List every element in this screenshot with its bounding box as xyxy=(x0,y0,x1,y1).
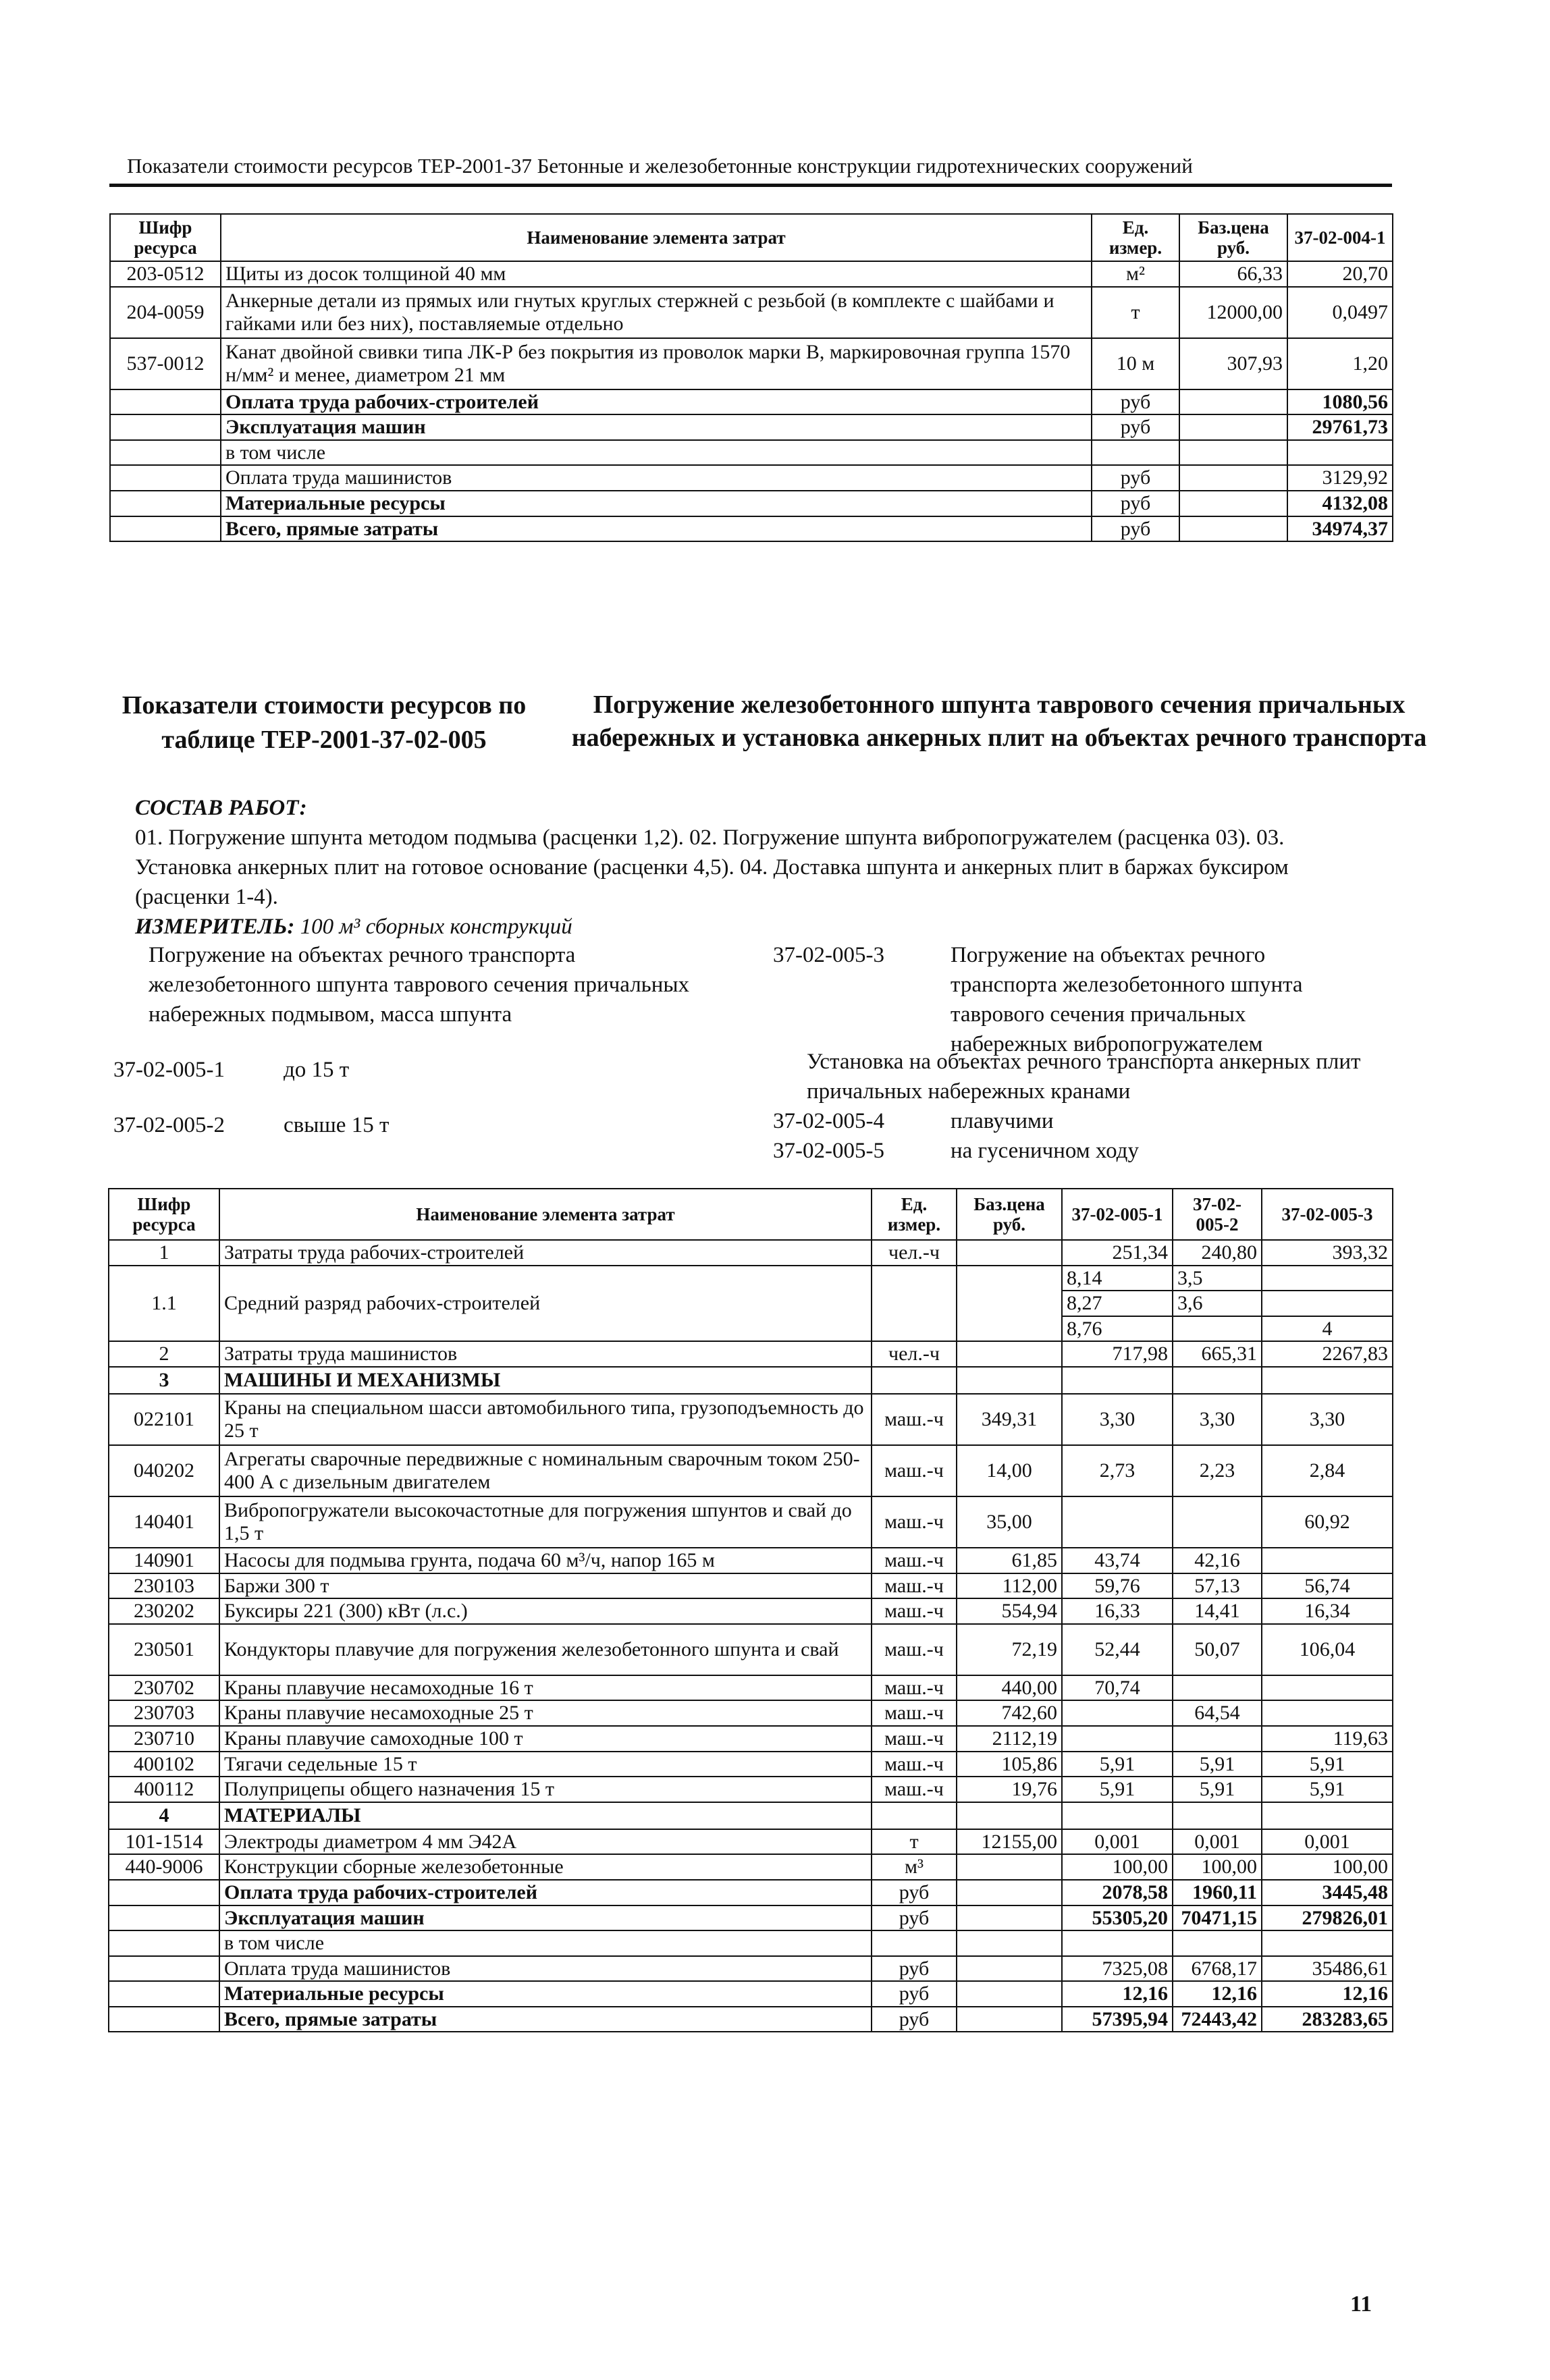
cell-name: Полуприцепы общего назначения 15 т xyxy=(219,1777,872,1802)
total-value: 55305,20 xyxy=(1062,1905,1173,1931)
total-value: 72443,42 xyxy=(1173,2007,1262,2032)
cell-unit: м³ xyxy=(872,1854,957,1880)
cell-code: 230710 xyxy=(109,1726,219,1752)
total-name: Всего, прямые затраты xyxy=(219,2007,872,2032)
table-row xyxy=(110,287,1393,338)
total-value: 12,16 xyxy=(1062,1981,1173,2007)
section-row xyxy=(109,1367,1393,1394)
cell-value: 0,001 xyxy=(1262,1829,1393,1855)
cell-value: 251,34 xyxy=(1062,1240,1173,1266)
cell-unit: т xyxy=(1092,287,1179,338)
cell-price: 12155,00 xyxy=(957,1829,1062,1855)
col-header-005-2: 37-02-005-2 xyxy=(1173,1189,1262,1240)
col-header-price: Баз.цена руб. xyxy=(957,1189,1062,1240)
cell-price: 105,86 xyxy=(957,1752,1062,1777)
table-row xyxy=(109,1394,1393,1445)
cell-code: 4 xyxy=(109,1802,219,1829)
cell-name: Вибропогружатели высокочастотные для погружения шпунтов и свай до 1,5 т xyxy=(219,1496,872,1548)
cell-value: 4 xyxy=(1262,1316,1393,1342)
works-text: 01. Погружение шпунта методом подмыва (расценки 1,2). 02. Погружение шпунта вибропогружателем (расценка 03). 03. Установка анкерных плит на готовое основание (расценки 4,5). 04. Доставка шпунта и анкерных плит в баржах буксиром (расценки 1-4). xyxy=(135,826,1289,909)
cell-unit: чел.-ч xyxy=(872,1341,957,1367)
total-value: 3445,48 xyxy=(1262,1880,1393,1905)
cell-unit: т xyxy=(872,1829,957,1855)
cell-value: 0,001 xyxy=(1062,1829,1173,1855)
col-header-005-1: 37-02-005-1 xyxy=(1062,1189,1173,1240)
cell-code: 101-1514 xyxy=(109,1829,219,1855)
cell-value xyxy=(1262,1548,1393,1573)
cell-value: 8,14 xyxy=(1062,1266,1173,1291)
cell-value: 3,30 xyxy=(1173,1394,1262,1445)
table-row xyxy=(109,1598,1393,1624)
table-row xyxy=(109,1496,1393,1548)
cell-unit: маш.-ч xyxy=(872,1726,957,1752)
total-name: Оплата труда рабочих-строителей xyxy=(219,1880,872,1905)
code-005-3: 37-02-005-3 xyxy=(773,943,884,967)
total-value: 57395,94 xyxy=(1062,2007,1173,2032)
cell-value: 2,73 xyxy=(1062,1445,1173,1496)
cell-value: 3,5 xyxy=(1173,1266,1262,1291)
section-right-title: Погружение железобетонного шпунта таврового сечения причальных набережных и установка анкерных плит на объектах речного транспорта xyxy=(571,691,1427,753)
meter-text: 100 м³ сборных конструкций xyxy=(300,915,572,939)
table-row xyxy=(109,1829,1393,1855)
cell-unit: м² xyxy=(1092,261,1179,287)
cell-unit: маш.-ч xyxy=(872,1573,957,1599)
cell-price: 742,60 xyxy=(957,1700,1062,1726)
cell-value: 3,30 xyxy=(1062,1394,1173,1445)
col-header-004-1: 37-02-004-1 xyxy=(1287,214,1393,261)
cell-code: 230703 xyxy=(109,1700,219,1726)
col-header-price: Баз.цена руб. xyxy=(1179,214,1287,261)
table-row xyxy=(109,1548,1393,1573)
totals-row xyxy=(110,414,1393,440)
cell-code: 537-0012 xyxy=(110,338,221,389)
cell-value: 5,91 xyxy=(1173,1752,1262,1777)
table-row xyxy=(110,338,1393,389)
cell-unit: 10 м xyxy=(1092,338,1179,389)
totals-row xyxy=(109,2007,1393,2032)
cell-value xyxy=(1173,1675,1262,1701)
cell-value xyxy=(1062,1700,1173,1726)
code-005-1: 37-02-005-1 xyxy=(113,1058,225,1082)
code-005-5-text: на гусеничном ходу xyxy=(951,1139,1139,1163)
total-unit: руб xyxy=(1092,516,1179,542)
col-header-unit: Ед. измер. xyxy=(872,1189,957,1240)
table-row xyxy=(110,261,1393,287)
total-name: Оплата труда рабочих-строителей xyxy=(221,389,1092,415)
cell-price: 2112,19 xyxy=(957,1726,1062,1752)
cell-value: 3,6 xyxy=(1173,1291,1262,1316)
cell-name: Насосы для подмыва грунта, подача 60 м³/ч, напор 165 м xyxy=(219,1548,872,1573)
cell-value: 8,76 xyxy=(1062,1316,1173,1342)
code-005-3-text: Погружение на объектах речного транспорта железобетонного шпунта таврового сечения причальных набережных вибропогружателем xyxy=(951,943,1303,1056)
cell-unit: чел.-ч xyxy=(872,1240,957,1266)
cell-value xyxy=(1173,1726,1262,1752)
total-unit: руб xyxy=(872,1905,957,1931)
total-name: Материальные ресурсы xyxy=(219,1981,872,2007)
total-value: 35486,61 xyxy=(1262,1956,1393,1982)
total-value: 1960,11 xyxy=(1173,1880,1262,1905)
resource-table-005 xyxy=(108,1188,1393,2032)
cell-code: 040202 xyxy=(109,1445,219,1496)
total-unit: руб xyxy=(1092,465,1179,491)
cell-price: 19,76 xyxy=(957,1777,1062,1802)
cell-value: 665,31 xyxy=(1173,1341,1262,1367)
cell-price: 440,00 xyxy=(957,1675,1062,1701)
total-value: 34974,37 xyxy=(1287,516,1393,542)
cell-unit: маш.-ч xyxy=(872,1598,957,1624)
cell-name: Краны плавучие несамоходные 16 т xyxy=(219,1675,872,1701)
cell-unit: маш.-ч xyxy=(872,1777,957,1802)
cell-unit: маш.-ч xyxy=(872,1752,957,1777)
cell-value: 717,98 xyxy=(1062,1341,1173,1367)
cell-name: Затраты труда машинистов xyxy=(219,1341,872,1367)
cell-value: 3,30 xyxy=(1262,1394,1393,1445)
cell-name: Конструкции сборные железобетонные xyxy=(219,1854,872,1880)
cell-value: 14,41 xyxy=(1173,1598,1262,1624)
cell-name: Анкерные детали из прямых или гнутых круглых стержней с резьбой (в комплекте с шайбами и гайками или без них), поставляемые отдельно xyxy=(221,287,1092,338)
cell-value: 2,84 xyxy=(1262,1445,1393,1496)
cell-value: 56,74 xyxy=(1262,1573,1393,1599)
total-value: 12,16 xyxy=(1173,1981,1262,2007)
table-row xyxy=(109,1854,1393,1880)
cell-value xyxy=(1262,1700,1393,1726)
left-description: Погружение на объектах речного транспорта железобетонного шпунта таврового сечения причальных набережных подмывом, масса шпунта xyxy=(149,943,690,1027)
totals-row xyxy=(109,1880,1393,1905)
table-header-row xyxy=(109,1189,1393,1240)
cell-value: 64,54 xyxy=(1173,1700,1262,1726)
table-header-row xyxy=(110,214,1393,261)
table-row xyxy=(109,1266,1393,1291)
total-value: 70471,15 xyxy=(1173,1905,1262,1931)
section-row xyxy=(109,1802,1393,1829)
total-unit: руб xyxy=(872,1956,957,1982)
cell-value: 20,70 xyxy=(1287,261,1393,287)
cell-value xyxy=(1062,1496,1173,1548)
table-row xyxy=(109,1341,1393,1367)
total-value: 7325,08 xyxy=(1062,1956,1173,1982)
col-header-code: Шифр ресурса xyxy=(110,214,221,261)
cell-value: 59,76 xyxy=(1062,1573,1173,1599)
total-value: 3129,92 xyxy=(1287,465,1393,491)
cell-code: 140401 xyxy=(109,1496,219,1548)
cell-name: Кондукторы плавучие для погружения железобетонного шпунта и свай xyxy=(219,1624,872,1675)
total-value: 1080,56 xyxy=(1287,389,1393,415)
total-name: в том числе xyxy=(221,440,1092,466)
totals-row xyxy=(109,1981,1393,2007)
table-row xyxy=(109,1700,1393,1726)
total-value: 4132,08 xyxy=(1287,491,1393,516)
cell-name: Буксиры 221 (300) кВт (л.с.) xyxy=(219,1598,872,1624)
total-unit: руб xyxy=(872,1880,957,1905)
cell-unit: маш.-ч xyxy=(872,1445,957,1496)
total-name: Эксплуатация машин xyxy=(219,1905,872,1931)
cell-unit: маш.-ч xyxy=(872,1624,957,1675)
cell-value: 16,33 xyxy=(1062,1598,1173,1624)
cell-value: 5,91 xyxy=(1262,1752,1393,1777)
cell-value: 100,00 xyxy=(1262,1854,1393,1880)
cell-value: 16,34 xyxy=(1262,1598,1393,1624)
cell-value: 0,0497 xyxy=(1287,287,1393,338)
cell-name: Затраты труда рабочих-строителей xyxy=(219,1240,872,1266)
works-heading: СОСТАВ РАБОТ: xyxy=(135,796,307,820)
total-value: 279826,01 xyxy=(1262,1905,1393,1931)
col-header-unit: Ед. измер. xyxy=(1092,214,1179,261)
total-name: Всего, прямые затраты xyxy=(221,516,1092,542)
total-unit: руб xyxy=(1092,491,1179,516)
section-title: МАШИНЫ И МЕХАНИЗМЫ xyxy=(219,1367,872,1394)
cell-name: Краны плавучие самоходные 100 т xyxy=(219,1726,872,1752)
totals-row xyxy=(110,389,1393,415)
cell-code: 1.1 xyxy=(109,1266,219,1342)
totals-row xyxy=(109,1956,1393,1982)
cell-code: 440-9006 xyxy=(109,1854,219,1880)
total-unit: руб xyxy=(1092,414,1179,440)
totals-row xyxy=(110,516,1393,542)
cell-price: 14,00 xyxy=(957,1445,1062,1496)
cell-name: Электроды диаметром 4 мм Э42А xyxy=(219,1829,872,1855)
col-header-name: Наименование элемента затрат xyxy=(219,1189,872,1240)
totals-row xyxy=(110,491,1393,516)
cell-name: Средний разряд рабочих-строителей xyxy=(219,1266,872,1342)
code-005-2-text: свыше 15 т xyxy=(284,1113,390,1137)
totals-row xyxy=(110,440,1393,466)
cell-name: Агрегаты сварочные передвижные с номинальным сварочным током 250-400 А с дизельным двигателем xyxy=(219,1445,872,1496)
page-number: 11 xyxy=(1350,2292,1372,2317)
cell-code: 203-0512 xyxy=(110,261,221,287)
cell-value: 5,91 xyxy=(1262,1777,1393,1802)
table-row xyxy=(109,1240,1393,1266)
cell-value: 0,001 xyxy=(1173,1829,1262,1855)
cell-name: Тягачи седельные 15 т xyxy=(219,1752,872,1777)
total-name: Оплата труда машинистов xyxy=(219,1956,872,1982)
total-value: 283283,65 xyxy=(1262,2007,1393,2032)
cell-value: 100,00 xyxy=(1173,1854,1262,1880)
cell-unit: маш.-ч xyxy=(872,1394,957,1445)
meter-line xyxy=(135,913,572,942)
cell-code: 230202 xyxy=(109,1598,219,1624)
cell-code: 1 xyxy=(109,1240,219,1266)
table-row xyxy=(109,1573,1393,1599)
cell-code: 400102 xyxy=(109,1752,219,1777)
cell-value: 42,16 xyxy=(1173,1548,1262,1573)
table-row xyxy=(109,1777,1393,1802)
totals-row xyxy=(110,465,1393,491)
cell-price: 66,33 xyxy=(1179,261,1287,287)
cell-code: 230103 xyxy=(109,1573,219,1599)
cell-price: 35,00 xyxy=(957,1496,1062,1548)
cell-price: 72,19 xyxy=(957,1624,1062,1675)
section-left-title: Показатели стоимости ресурсов по таблице ТЕР-2001-37-02-005 xyxy=(122,691,527,755)
cell-code: 022101 xyxy=(109,1394,219,1445)
cell-price: 12000,00 xyxy=(1179,287,1287,338)
cell-value: 2,23 xyxy=(1173,1445,1262,1496)
code-005-1-text: до 15 т xyxy=(284,1058,350,1082)
total-value: 12,16 xyxy=(1262,1981,1393,2007)
cell-unit: маш.-ч xyxy=(872,1675,957,1701)
cell-value: 5,91 xyxy=(1062,1777,1173,1802)
code-005-4: 37-02-005-4 xyxy=(773,1109,884,1133)
cell-code: 2 xyxy=(109,1341,219,1367)
total-name: Оплата труда машинистов xyxy=(221,465,1092,491)
cell-name: Краны плавучие несамоходные 25 т xyxy=(219,1700,872,1726)
cell-value: 5,91 xyxy=(1062,1752,1173,1777)
cell-code: 3 xyxy=(109,1367,219,1394)
table-row xyxy=(109,1675,1393,1701)
total-value: 2078,58 xyxy=(1062,1880,1173,1905)
total-name: в том числе xyxy=(219,1930,872,1956)
col-header-name: Наименование элемента затрат xyxy=(221,214,1092,261)
cell-code: 230702 xyxy=(109,1675,219,1701)
cell-value: 43,74 xyxy=(1062,1548,1173,1573)
cell-value: 8,27 xyxy=(1062,1291,1173,1316)
cell-value xyxy=(1173,1496,1262,1548)
cell-code: 140901 xyxy=(109,1548,219,1573)
cell-value: 52,44 xyxy=(1062,1624,1173,1675)
section-title: МАТЕРИАЛЫ xyxy=(219,1802,872,1829)
table-row xyxy=(109,1445,1393,1496)
code-005-2: 37-02-005-2 xyxy=(113,1113,225,1137)
cell-price: 112,00 xyxy=(957,1573,1062,1599)
cell-value: 50,07 xyxy=(1173,1624,1262,1675)
total-unit: руб xyxy=(872,2007,957,2032)
cell-price: 349,31 xyxy=(957,1394,1062,1445)
table-row xyxy=(109,1726,1393,1752)
resource-table-004 xyxy=(109,213,1393,542)
total-value: 29761,73 xyxy=(1287,414,1393,440)
install-text: Установка на объектах речного транспорта анкерных плит причальных набережных кранами xyxy=(807,1050,1361,1104)
cell-value xyxy=(1262,1675,1393,1701)
cell-unit: маш.-ч xyxy=(872,1496,957,1548)
total-unit: руб xyxy=(872,1981,957,2007)
cell-code: 230501 xyxy=(109,1624,219,1675)
cell-value: 1,20 xyxy=(1287,338,1393,389)
col-header-005-3: 37-02-005-3 xyxy=(1262,1189,1393,1240)
cell-price: 554,94 xyxy=(957,1598,1062,1624)
cell-price: 61,85 xyxy=(957,1548,1062,1573)
cell-value: 60,92 xyxy=(1262,1496,1393,1548)
cell-unit: маш.-ч xyxy=(872,1548,957,1573)
cell-value: 57,13 xyxy=(1173,1573,1262,1599)
total-unit: руб xyxy=(1092,389,1179,415)
table-row xyxy=(109,1624,1393,1675)
cell-price: 307,93 xyxy=(1179,338,1287,389)
cell-value: 100,00 xyxy=(1062,1854,1173,1880)
cell-name: Баржи 300 т xyxy=(219,1573,872,1599)
total-name: Эксплуатация машин xyxy=(221,414,1092,440)
cell-value: 119,63 xyxy=(1262,1726,1393,1752)
cell-code: 400112 xyxy=(109,1777,219,1802)
cell-code: 204-0059 xyxy=(110,287,221,338)
running-header: Показатели стоимости ресурсов ТЕР-2001-37 Бетонные и железобетонные конструкции гидротехнических сооружений xyxy=(127,154,1193,178)
cell-value: 240,80 xyxy=(1173,1240,1262,1266)
cell-value xyxy=(1062,1726,1173,1752)
cell-name: Канат двойной свивки типа ЛК-Р без покрытия из проволок марки В, маркировочная группа 1570 н/мм² и менее, диаметром 21 мм xyxy=(221,338,1092,389)
cell-unit: маш.-ч xyxy=(872,1700,957,1726)
code-005-5: 37-02-005-5 xyxy=(773,1139,884,1163)
header-rule xyxy=(109,184,1392,187)
table-row xyxy=(109,1752,1393,1777)
cell-name: Краны на специальном шасси автомобильного типа, грузоподъемность до 25 т xyxy=(219,1394,872,1445)
total-name: Материальные ресурсы xyxy=(221,491,1092,516)
totals-row xyxy=(109,1905,1393,1931)
code-005-4-text: плавучими xyxy=(951,1109,1054,1133)
cell-value: 5,91 xyxy=(1173,1777,1262,1802)
cell-name: Щиты из досок толщиной 40 мм xyxy=(221,261,1092,287)
col-header-code: Шифр ресурса xyxy=(109,1189,219,1240)
totals-row xyxy=(109,1930,1393,1956)
cell-value: 2267,83 xyxy=(1262,1341,1393,1367)
total-value: 6768,17 xyxy=(1173,1956,1262,1982)
meter-heading: ИЗМЕРИТЕЛЬ: xyxy=(135,915,295,939)
cell-value: 393,32 xyxy=(1262,1240,1393,1266)
cell-value: 70,74 xyxy=(1062,1675,1173,1701)
cell-value: 106,04 xyxy=(1262,1624,1393,1675)
